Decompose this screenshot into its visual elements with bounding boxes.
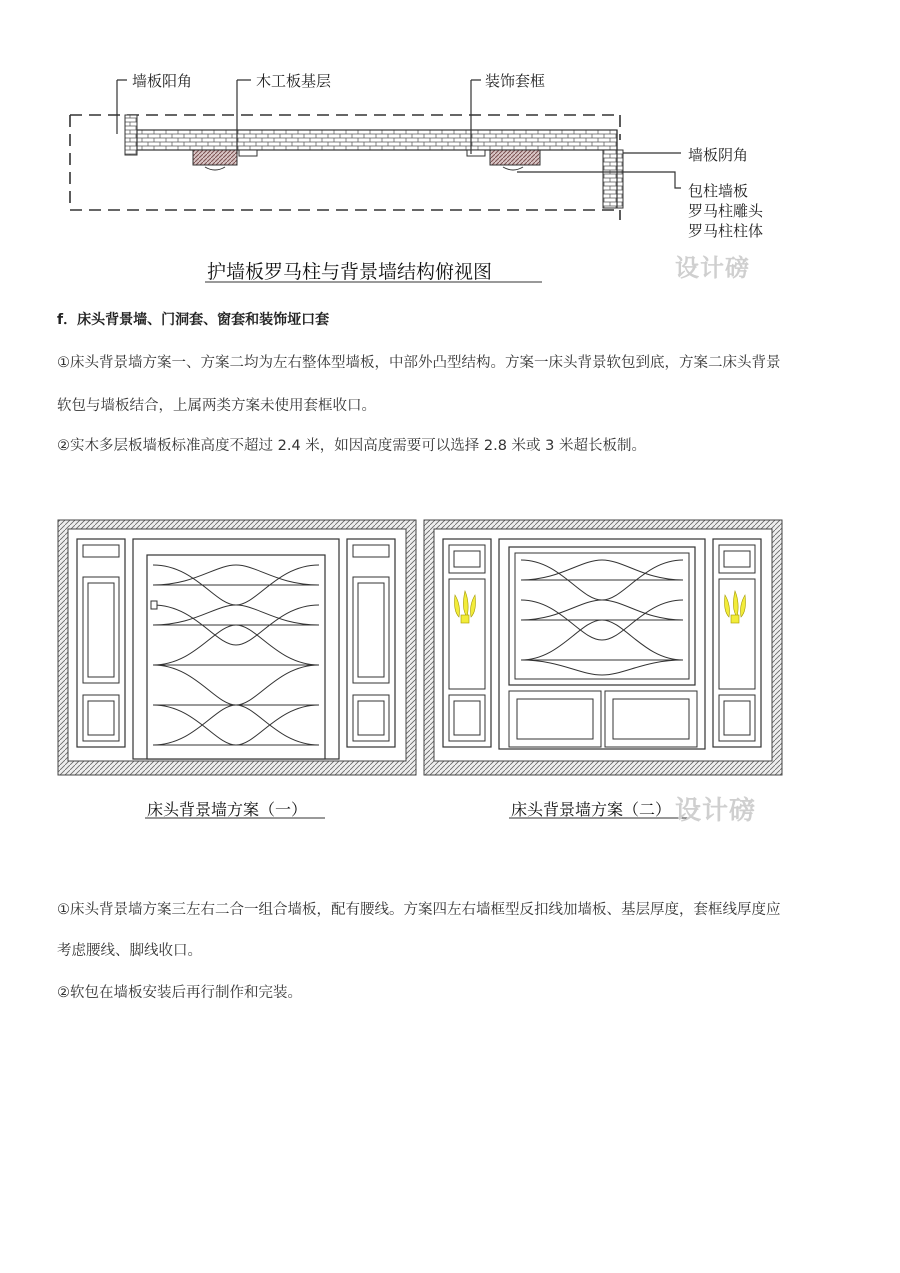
headboard-elevations-figure: [55, 515, 785, 825]
scheme-one-elevation: [58, 520, 416, 775]
label-column-wall: 包柱墙板: [688, 182, 749, 200]
label-wall-outer-corner: 墙板阳角: [132, 72, 193, 90]
paragraph-2-line-3: ②软包在墙板安装后再行制作和完装。: [57, 985, 302, 1001]
paragraph-1-line-3: ②实木多层板墙板标准高度不超过 2.4 米，如因高度需要可以选择 2.8 米或 3 米超长板制。: [57, 438, 646, 454]
paragraph-2-line-2: 考虑腰线、脚线收口。: [57, 943, 202, 959]
label-roman-shaft: 罗马柱柱体: [688, 222, 764, 240]
label-wood-base: 木工板基层: [256, 72, 332, 90]
label-roman-capital: 罗马柱雕头: [688, 202, 764, 220]
paragraph-1-line-2: 软包与墙板结合，上属两类方案未使用套框收口。: [57, 398, 376, 414]
scheme-one-caption: 床头背景墙方案（一）: [147, 800, 308, 819]
scheme-two-caption: 床头背景墙方案（二）: [511, 800, 672, 819]
figure1-caption: 护墙板罗马柱与背景墙结构俯视图: [207, 261, 493, 283]
label-deco-frame: 装饰套框: [485, 72, 546, 90]
label-wall-inner-corner: 墙板阴角: [688, 146, 749, 164]
section-heading: f．床头背景墙、门洞套、窗套和装饰垭口套: [57, 312, 330, 328]
figure2-watermark: 设计磅: [675, 796, 757, 826]
scheme-two-elevation: [424, 520, 782, 775]
figure1-watermark: 设计磅: [675, 254, 750, 282]
structure-plan-figure: [55, 50, 785, 290]
paragraph-1-line-1: ①床头背景墙方案一、方案二均为左右整体型墙板，中部外凸型结构。方案一床头背景软包到底，方案二床头背景: [57, 355, 781, 371]
paragraph-2-line-1: ①床头背景墙方案三左右二合一组合墙板，配有腰线。方案四左右墙框型反扣线加墙板、基层厚度，套框线厚度应: [57, 902, 781, 918]
headboard-elevations-drawing: [55, 515, 785, 825]
